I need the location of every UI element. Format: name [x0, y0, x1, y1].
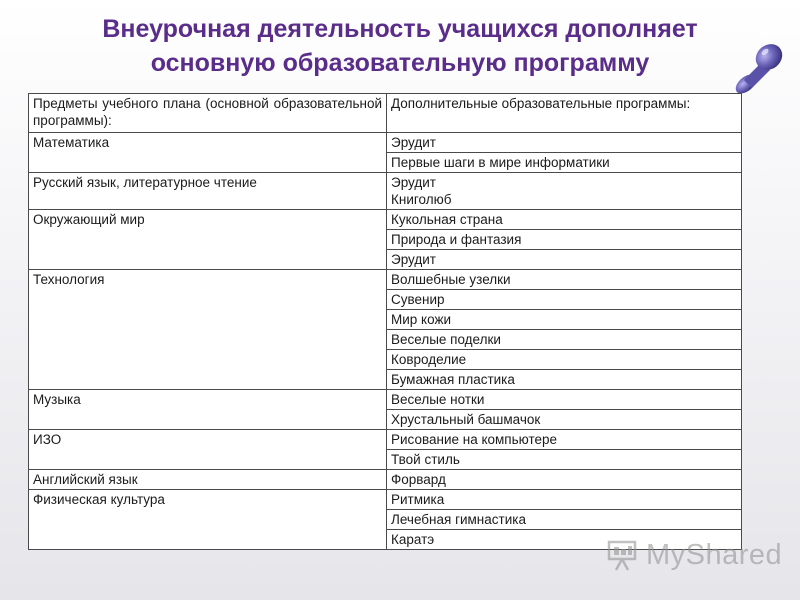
table-row — [29, 270, 742, 290]
program-cell: Ритмика — [387, 490, 742, 510]
subject-cell: Технология — [29, 270, 387, 390]
subject-cell: Музыка — [29, 390, 387, 430]
program-cell: Веселые поделки — [387, 330, 742, 350]
presentation-board-icon — [606, 538, 640, 572]
program-cell: Эрудит Книголюб — [387, 173, 742, 210]
programs-table — [28, 93, 742, 550]
program-cell: Эрудит — [387, 133, 742, 153]
program-cell: Форвард — [387, 470, 742, 490]
slide-title — [40, 12, 760, 80]
subject-cell: Физическая культура — [29, 490, 387, 550]
subject-cell: Английский язык — [29, 470, 387, 490]
subject-cell: Окружающий мир — [29, 210, 387, 270]
program-cell: Сувенир — [387, 290, 742, 310]
program-cell: Кукольная страна — [387, 210, 742, 230]
program-cell: Твой стиль — [387, 450, 742, 470]
table-row — [29, 430, 742, 450]
program-cell: Волшебные узелки — [387, 270, 742, 290]
table-row — [29, 133, 742, 153]
program-cell: Хрустальный башмачок — [387, 410, 742, 430]
programs-table-body — [29, 94, 742, 550]
program-cell: Рисование на компьютере — [387, 430, 742, 450]
myshared-watermark — [606, 537, 782, 573]
table-row — [29, 173, 742, 210]
program-cell: Природа и фантазия — [387, 230, 742, 250]
program-cell: Веселые нотки — [387, 390, 742, 410]
subject-cell: Русский язык, литературное чтение — [29, 173, 387, 210]
program-cell: Эрудит — [387, 250, 742, 270]
program-cell: Бумажная пластика — [387, 370, 742, 390]
program-cell: Мир кожи — [387, 310, 742, 330]
table-row — [29, 470, 742, 490]
table-row — [29, 210, 742, 230]
slide-title-line-1: Внеурочная деятельность учащихся дополняет — [102, 15, 698, 43]
table-header-row — [29, 94, 742, 133]
table-row — [29, 490, 742, 510]
slide-title-line-2: основную образовательную программу — [150, 49, 650, 77]
subject-cell: Математика — [29, 133, 387, 173]
program-cell: Каратэ — [387, 530, 742, 550]
program-cell: Лечебная гимнастика — [387, 510, 742, 530]
program-cell: Первые шаги в мире информатики — [387, 153, 742, 173]
header-subjects: Предметы учебного плана (основной образовательной программы): — [29, 94, 387, 133]
table-row — [29, 390, 742, 410]
header-programs: Дополнительные образовательные программы: — [387, 94, 742, 133]
subject-cell: ИЗО — [29, 430, 387, 470]
program-cell: Ковроделие — [387, 350, 742, 370]
watermark-text: MyShared — [646, 538, 783, 571]
